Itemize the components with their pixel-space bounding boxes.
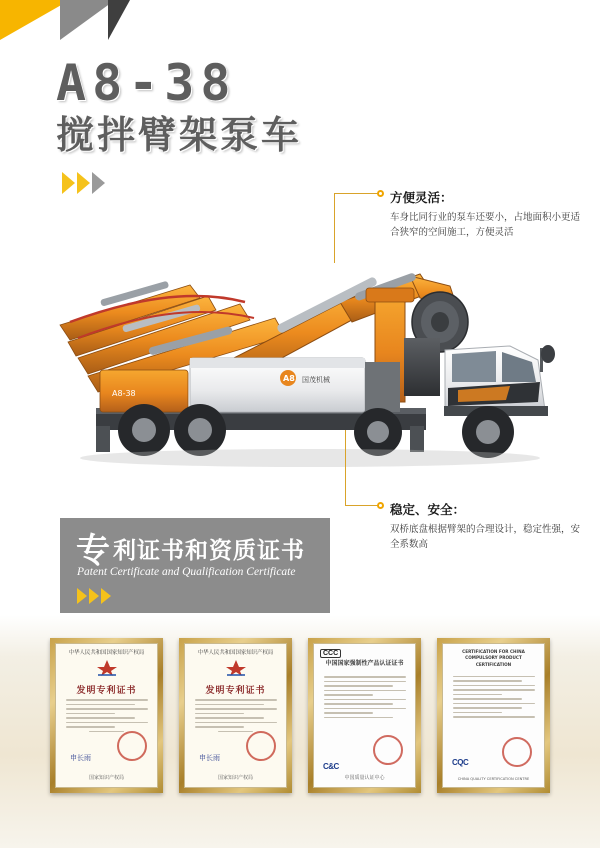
certificate-header: 中华人民共和国国家知识产权局 — [197, 650, 274, 656]
emblem-icon — [62, 657, 151, 679]
certificate-footer: 国家知识产权局 — [88, 775, 124, 781]
callout-marker-dot — [377, 190, 384, 197]
corner-decoration-dark — [108, 0, 130, 40]
certificate-page — [313, 643, 416, 788]
certificate-body-lines — [449, 676, 538, 718]
certificate-card[interactable] — [50, 638, 163, 793]
certificate-footer: CHINA QUALITY CERTIFICATION CENTRE — [457, 777, 530, 781]
certificate-title: 发明专利证书 — [205, 686, 266, 697]
chevron-right-icon — [62, 172, 75, 194]
certificate-gallery — [50, 638, 550, 793]
chevron-right-icon — [77, 588, 87, 604]
banner-title-rest: 利证书和资质证书 — [113, 538, 305, 564]
certificate-page — [184, 643, 287, 788]
banner-title-first-char: 专 — [76, 531, 111, 571]
certificate-seal — [373, 735, 403, 765]
callout-leader-line — [334, 193, 378, 194]
callout-leader-line — [345, 505, 378, 506]
callout-body: 车身比同行业的泵车还要小，占地面积小更适合狭窄的空间施工，方便灵活 — [390, 212, 581, 238]
certificate-card[interactable] — [308, 638, 421, 793]
callout-convenience — [390, 188, 580, 240]
certificate-header: 中国国家强制性产品认证证书 — [325, 660, 404, 667]
certificate-footer: 中国质量认证中心 — [344, 775, 385, 781]
certificate-section-banner — [60, 518, 330, 613]
certificate-seal — [117, 731, 147, 761]
banner-title — [76, 531, 305, 571]
emblem-icon — [191, 657, 280, 679]
certificate-seal — [502, 737, 532, 767]
certificate-body-lines — [191, 699, 280, 732]
truck-illustration — [40, 230, 560, 490]
brand-text: 国茂机械 — [302, 376, 330, 384]
certificate-footer: 国家知识产权局 — [217, 775, 253, 781]
ccc-logo: C&C — [323, 762, 339, 771]
certificate-title: 发明专利证书 — [76, 686, 137, 697]
certificate-page — [55, 643, 158, 788]
callout-title: 稳定、安全： — [390, 502, 466, 517]
callout-marker-dot — [377, 502, 384, 509]
certificate-card[interactable] — [437, 638, 550, 793]
banner-chevrons — [77, 588, 111, 604]
page-title — [56, 54, 303, 194]
certificate-seal — [246, 731, 276, 761]
chevron-right-icon — [89, 588, 99, 604]
chevron-right-icon — [77, 172, 90, 194]
certificate-body-lines — [320, 676, 409, 718]
product-photo — [40, 230, 560, 490]
cqc-logo: CQC — [452, 758, 469, 767]
callout-body: 双桥底盘根据臂架的合理设计，稳定性强，安全系数高 — [390, 524, 581, 550]
certificate-header: 中华人民共和国国家知识产权局 — [68, 650, 145, 656]
corner-decoration-gray — [60, 0, 115, 40]
callout-stability — [390, 500, 580, 552]
certificate-signature: 申长雨 — [199, 754, 220, 762]
certificate-page — [442, 643, 545, 788]
brand-badge: A8 — [283, 374, 295, 383]
truck-side-label: A8-38 — [112, 389, 136, 398]
model-name: A8-38 — [56, 54, 237, 112]
product-name: 搅拌臂架泵车 — [56, 113, 303, 157]
certificate-body-lines — [62, 699, 151, 732]
certificate-signature: 申长雨 — [70, 754, 91, 762]
callout-leader-line — [345, 430, 346, 506]
chevron-right-icon — [92, 172, 105, 194]
callout-leader-line — [334, 193, 335, 263]
chevron-right-icon — [101, 588, 111, 604]
ccc-badge-icon: CCC — [320, 649, 341, 658]
title-chevrons — [62, 172, 302, 194]
callout-title: 方便灵活： — [390, 190, 453, 205]
certificate-header: CERTIFICATION FOR CHINA COMPULSORY PRODUCT CERTIFICATION — [462, 649, 525, 667]
certificate-card[interactable] — [179, 638, 292, 793]
banner-subtitle: Patent Certificate and Qualification Certificate — [77, 566, 296, 578]
